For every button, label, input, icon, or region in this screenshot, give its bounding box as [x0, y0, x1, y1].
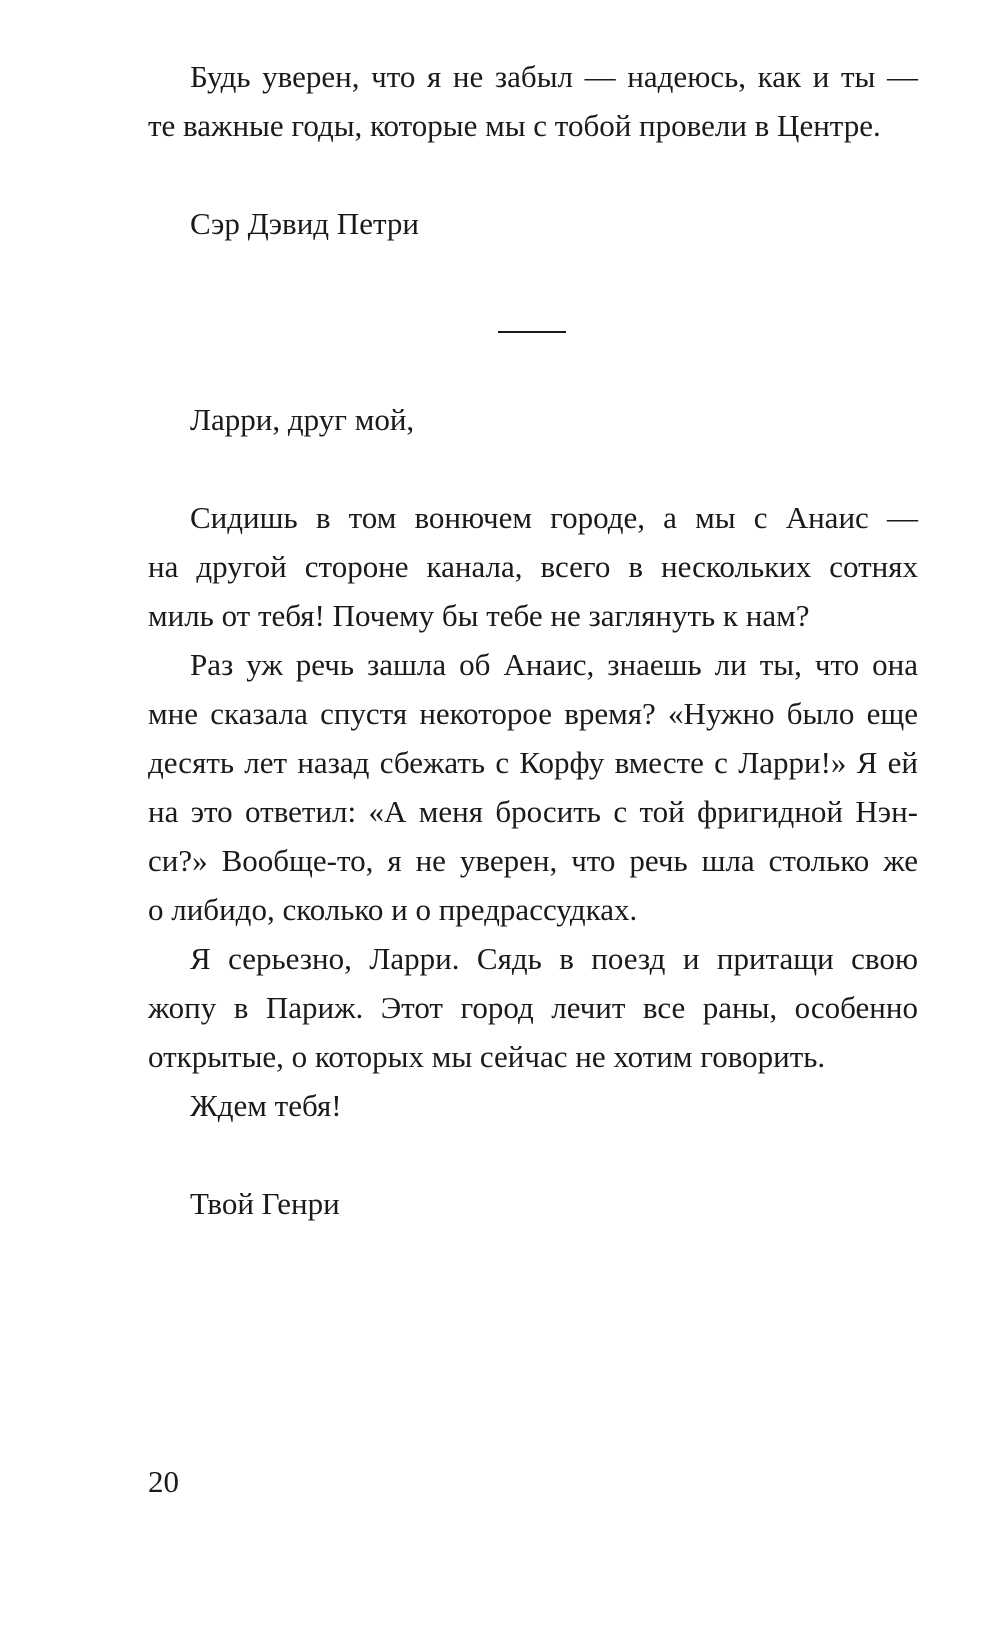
letter2-salutation: Ларри, друг мой, [190, 402, 415, 437]
letter2-p2-line-1: Раз уж речь зашла об Анаис, знаешь ли ты, что она [190, 647, 918, 682]
letter1-line-2: те важные годы, которые мы с тобой провели в Центре. [148, 108, 881, 143]
section-divider [498, 331, 566, 333]
letter2-p1-line-2: на другой стороне канала, всего в нескольких сотнях [148, 549, 918, 584]
letter2-p2-line-5: си?» Вообще-то, я не уверен, что речь шла столько же [148, 843, 918, 878]
letter2-p3-line-3: открытые, о которых мы сейчас не хотим говорить. [148, 1039, 826, 1074]
letter2-signature: Твой Генри [190, 1186, 340, 1221]
page-number: 20 [148, 1464, 179, 1499]
letter2-p2-line-6: о либидо, сколько и о предрассудках. [148, 892, 638, 927]
letter2-p2-line-2: мне сказала спустя некоторое время? «Нужно было еще [148, 696, 918, 731]
page-body [148, 52, 918, 1228]
letter2-p1-line-1: Сидишь в том вонючем городе, а мы с Анаис — [190, 500, 918, 535]
letter2-closing: Ждем тебя! [190, 1088, 342, 1123]
letter1-line-1: Будь уверен, что я не забыл — надеюсь, как и ты — [190, 59, 918, 94]
letter2-p2-line-3: десять лет назад сбежать с Корфу вместе с Ларри!» Я ей [148, 745, 918, 780]
letter2-p2-line-4: на это ответил: «А меня бросить с той фригидной Нэн- [148, 794, 918, 829]
letter2-p1-line-3: миль от тебя! Почему бы тебе не заглянуть к нам? [148, 598, 810, 633]
letter1-signature: Сэр Дэвид Петри [190, 206, 419, 241]
letter2-p3-line-2: жопу в Париж. Этот город лечит все раны, особенно [148, 990, 918, 1025]
letter2-p3-line-1: Я серьезно, Ларри. Сядь в поезд и притащи свою [190, 941, 918, 976]
